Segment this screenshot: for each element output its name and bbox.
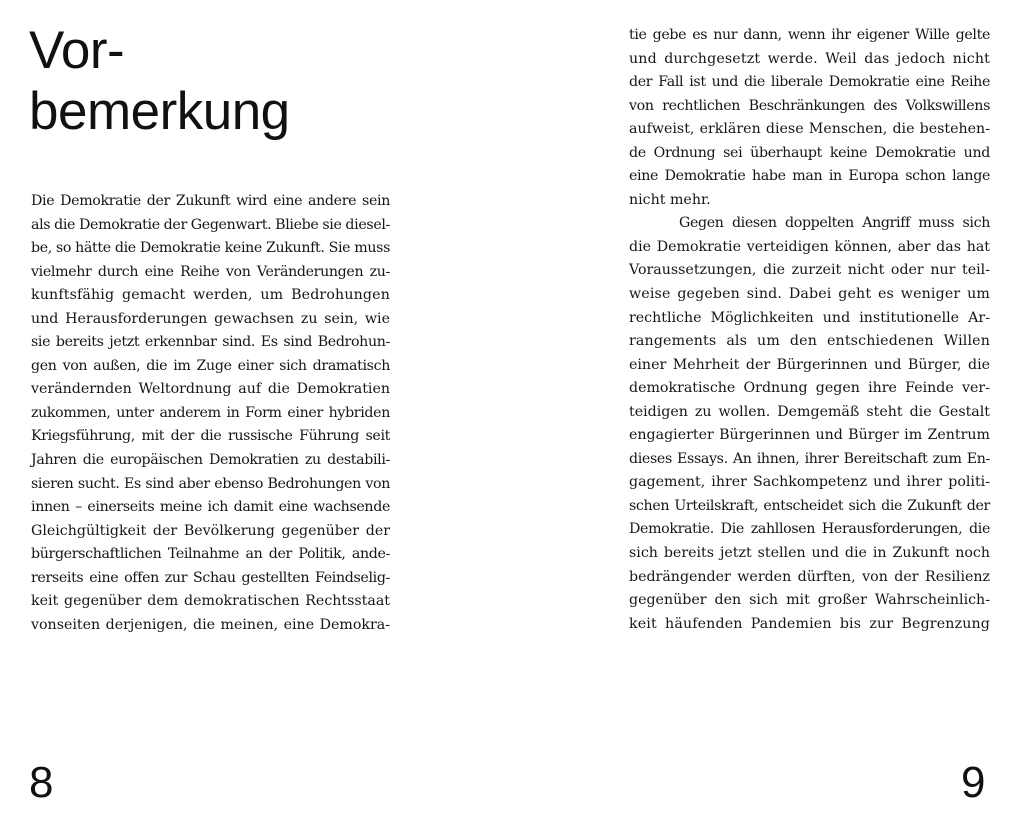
text-line: aufweist, erklären diese Menschen, die bestehen- bbox=[629, 121, 990, 138]
text-line: innen – einerseits meine ich damit eine wachsende bbox=[31, 499, 390, 516]
text-line: weise gegeben sind. Dabei geht es weniger um bbox=[629, 286, 990, 303]
page-number: 9 bbox=[961, 758, 986, 807]
text-line: keit gegenüber dem demokratischen Rechtsstaat bbox=[31, 593, 390, 610]
text-line: Kriegsführung, mit der die russische Führung seit bbox=[31, 428, 390, 445]
text-line: be, so hätte die Demokratie keine Zukunft. Sie muss bbox=[31, 240, 390, 257]
text-line: bürgerschaftlichen Teilnahme an der Politik, ande- bbox=[31, 546, 390, 563]
left-body-text bbox=[31, 190, 390, 637]
right-page bbox=[510, 0, 1020, 829]
text-line: eine Demokratie habe man in Europa schon lange bbox=[629, 168, 990, 185]
text-line: sie bereits jetzt erkennbar sind. Es sind Bedrohun- bbox=[31, 334, 390, 351]
text-line: keit häufenden Pandemien bis zur Begrenzung bbox=[629, 615, 990, 632]
text-line: als die Demokratie der Gegenwart. Bliebe sie diesel- bbox=[31, 216, 390, 233]
text-line: Jahren die europäischen Demokratien zu destabili- bbox=[31, 452, 390, 469]
text-line: gegenüber den sich mit großer Wahrscheinlich- bbox=[629, 592, 990, 609]
text-line: Die Demokratie der Zukunft wird eine andere sein bbox=[31, 193, 390, 209]
right-body-text bbox=[629, 24, 990, 636]
paragraph-start-line: Gegen diesen doppelten Angriff muss sich bbox=[679, 215, 990, 232]
text-line: und Herausforderungen gewachsen zu sein, wie bbox=[31, 310, 390, 327]
text-line: verändernden Weltordnung auf die Demokratien bbox=[31, 381, 390, 398]
text-line: dieses Essays. An ihnen, ihrer Bereitschaft zum En- bbox=[629, 450, 990, 467]
paragraph-end-line: nicht mehr. bbox=[629, 191, 711, 208]
page-number: 8 bbox=[29, 758, 54, 807]
text-line: von rechtlichen Beschränkungen des Volkswillens bbox=[629, 97, 990, 114]
text-line: der Fall ist und die liberale Demokratie eine Reihe bbox=[629, 74, 990, 91]
chapter-title-line: Vor- bbox=[29, 21, 125, 80]
text-line: sich bereits jetzt stellen und die in Zukunft noch bbox=[629, 545, 990, 562]
text-line: gen von außen, die im Zuge einer sich dramatisch bbox=[31, 357, 390, 374]
text-line: de Ordnung sei überhaupt keine Demokratie und bbox=[629, 144, 990, 161]
chapter-title bbox=[29, 20, 290, 142]
text-line: tie gebe es nur dann, wenn ihr eigener Wille gelte bbox=[629, 27, 990, 43]
text-line: rangements als um den entschiedenen Willen bbox=[629, 333, 990, 350]
text-line: bedrängender werden dürften, von der Resilienz bbox=[629, 568, 990, 585]
text-line: rechtliche Möglichkeiten und institutionelle Ar- bbox=[629, 309, 990, 326]
text-line: zukommen, unter anderem in Form einer hybriden bbox=[31, 404, 390, 421]
chapter-title-line: bemerkung bbox=[29, 82, 290, 141]
text-line: schen Urteilskraft, entscheidet sich die Zukunft der bbox=[629, 497, 990, 514]
text-line: und durchgesetzt werde. Weil das jedoch nicht bbox=[629, 50, 990, 67]
text-line: vonseiten derjenigen, die meinen, eine Demokra- bbox=[31, 616, 390, 633]
text-line: die Demokratie verteidigen können, aber das hat bbox=[629, 238, 990, 255]
text-line: einer Mehrheit der Bürgerinnen und Bürger, die bbox=[629, 356, 990, 373]
text-line: Demokratie. Die zahllosen Herausforderungen, die bbox=[629, 521, 990, 538]
text-line: Gleichgültigkeit der Bevölkerung gegenüber der bbox=[31, 522, 390, 539]
text-line: gagement, ihrer Sachkompetenz und ihrer politi- bbox=[629, 474, 990, 491]
text-line: rerseits eine offen zur Schau gestellten Feindselig- bbox=[31, 569, 390, 586]
text-line: demokratische Ordnung gegen ihre Feinde ver- bbox=[629, 380, 990, 397]
text-line: Voraussetzungen, die zurzeit nicht oder nur teil- bbox=[629, 262, 990, 279]
text-line: engagierter Bürgerinnen und Bürger im Zentrum bbox=[629, 427, 990, 444]
text-line: kunftsfähig gemacht werden, um Bedrohungen bbox=[31, 287, 390, 304]
text-line: sieren sucht. Es sind aber ebenso Bedrohungen von bbox=[31, 475, 390, 492]
text-line: vielmehr durch eine Reihe von Veränderungen zu- bbox=[31, 263, 390, 280]
text-line: teidigen zu wollen. Demgemäß steht die Gestalt bbox=[629, 403, 990, 420]
